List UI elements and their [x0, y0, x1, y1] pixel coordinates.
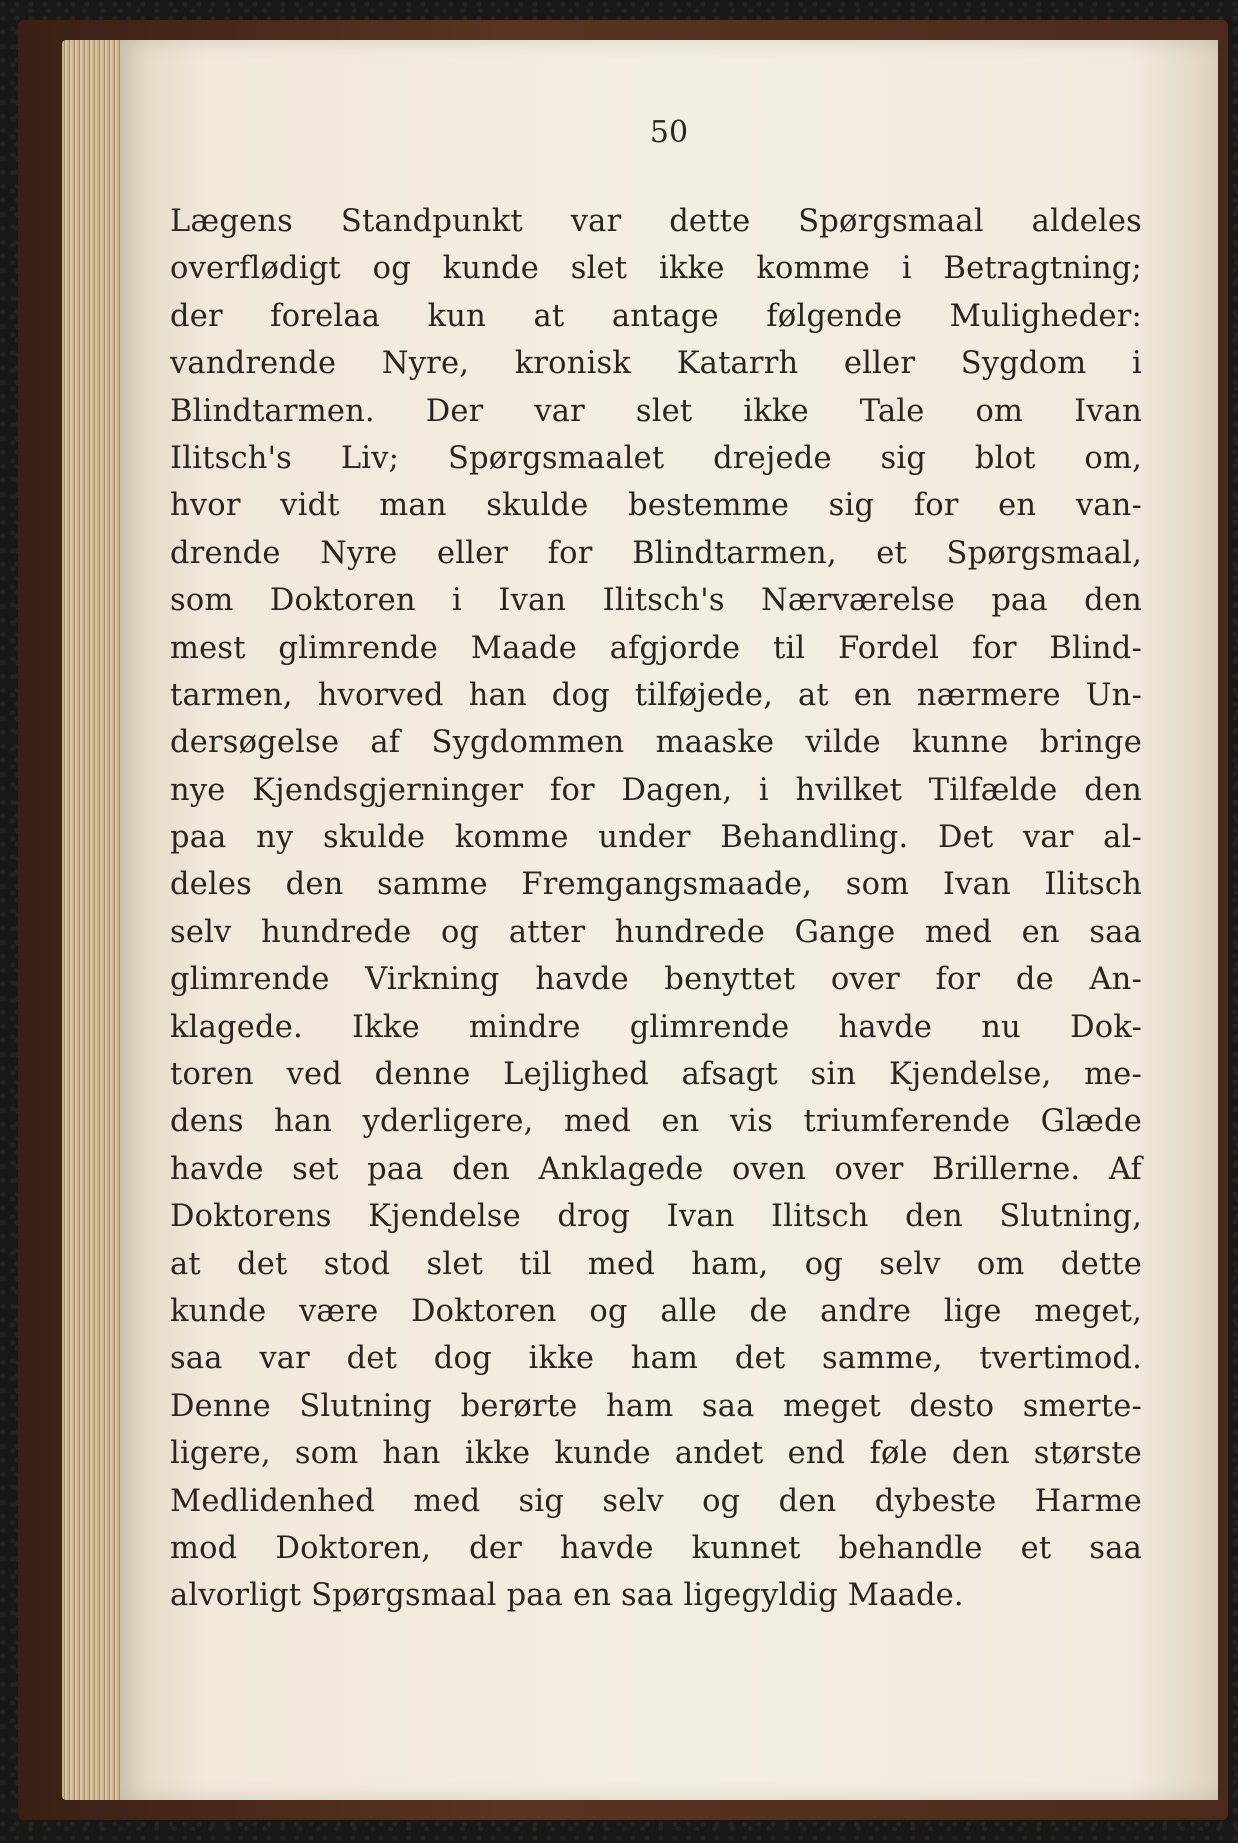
text-line: saa var det dog ikke ham det samme, tvertimod. — [170, 1341, 1142, 1377]
text-line: Medlidenhed med sig selv og den dybeste Harme — [170, 1483, 1142, 1519]
text-line: selv hundrede og atter hundrede Gange med en saa — [170, 914, 1142, 950]
text-line: Doktorens Kjendelse drog Ivan Ilitsch den Slutning, — [170, 1199, 1142, 1235]
text-line: dens han yderligere, med en vis triumferende Glæde — [170, 1104, 1142, 1140]
text-line: dersøgelse af Sygdommen maaske vilde kunne bringe — [170, 725, 1142, 761]
text-line: der forelaa kun at antage følgende Muligheder: — [170, 298, 1142, 334]
text-line: overflødigt og kunde slet ikke komme i Betragtning; — [170, 251, 1142, 287]
text-line: tarmen, hvorved han dog tilføjede, at en nærmere Un- — [170, 677, 1142, 713]
text-line: klagede. Ikke mindre glimrende havde nu Dok- — [170, 1009, 1142, 1045]
text-line: ligere, som han ikke kunde andet end føle den største — [170, 1436, 1142, 1472]
text-line: toren ved denne Lejlighed afsagt sin Kjendelse, me- — [170, 1057, 1142, 1093]
text-line: vandrende Nyre, kronisk Katarrh eller Sygdom i — [170, 346, 1142, 382]
text-line: glimrende Virkning havde benyttet over for de An- — [170, 962, 1142, 998]
body-text — [170, 198, 1142, 1620]
text-line: paa ny skulde komme under Behandling. Det var al- — [170, 820, 1142, 856]
text-line: alvorligt Spørgsmaal paa en saa ligegyldig Maade. — [170, 1578, 964, 1614]
text-line: Lægens Standpunkt var dette Spørgsmaal aldeles — [170, 204, 1142, 239]
text-line: mest glimrende Maade afgjorde til Fordel for Blind- — [170, 630, 1142, 666]
text-line: hvor vidt man skulde bestemme sig for en van- — [170, 488, 1142, 524]
text-line: mod Doktoren, der havde kunnet behandle et saa — [170, 1530, 1142, 1566]
text-line: nye Kjendsgjerninger for Dagen, i hvilket Tilfælde den — [170, 772, 1142, 808]
text-line: havde set paa den Anklagede oven over Brillerne. Af — [170, 1151, 1142, 1187]
page-number: 50 — [649, 115, 689, 150]
text-line: Blindtarmen. Der var slet ikke Tale om Ivan — [170, 393, 1142, 429]
text-line: kunde være Doktoren og alle de andre lige meget, — [170, 1293, 1142, 1329]
text-line: som Doktoren i Ivan Ilitsch's Nærværelse paa den — [170, 583, 1142, 619]
text-line: drende Nyre eller for Blindtarmen, et Spørgsmaal, — [170, 535, 1142, 571]
text-line: Denne Slutning berørte ham saa meget desto smerte- — [170, 1388, 1142, 1424]
text-line: at det stod slet til med ham, og selv om dette — [170, 1246, 1142, 1282]
text-line: deles den samme Fremgangsmaade, som Ivan Ilitsch — [170, 867, 1142, 903]
text-line: Ilitsch's Liv; Spørgsmaalet drejede sig blot om, — [170, 440, 1142, 476]
